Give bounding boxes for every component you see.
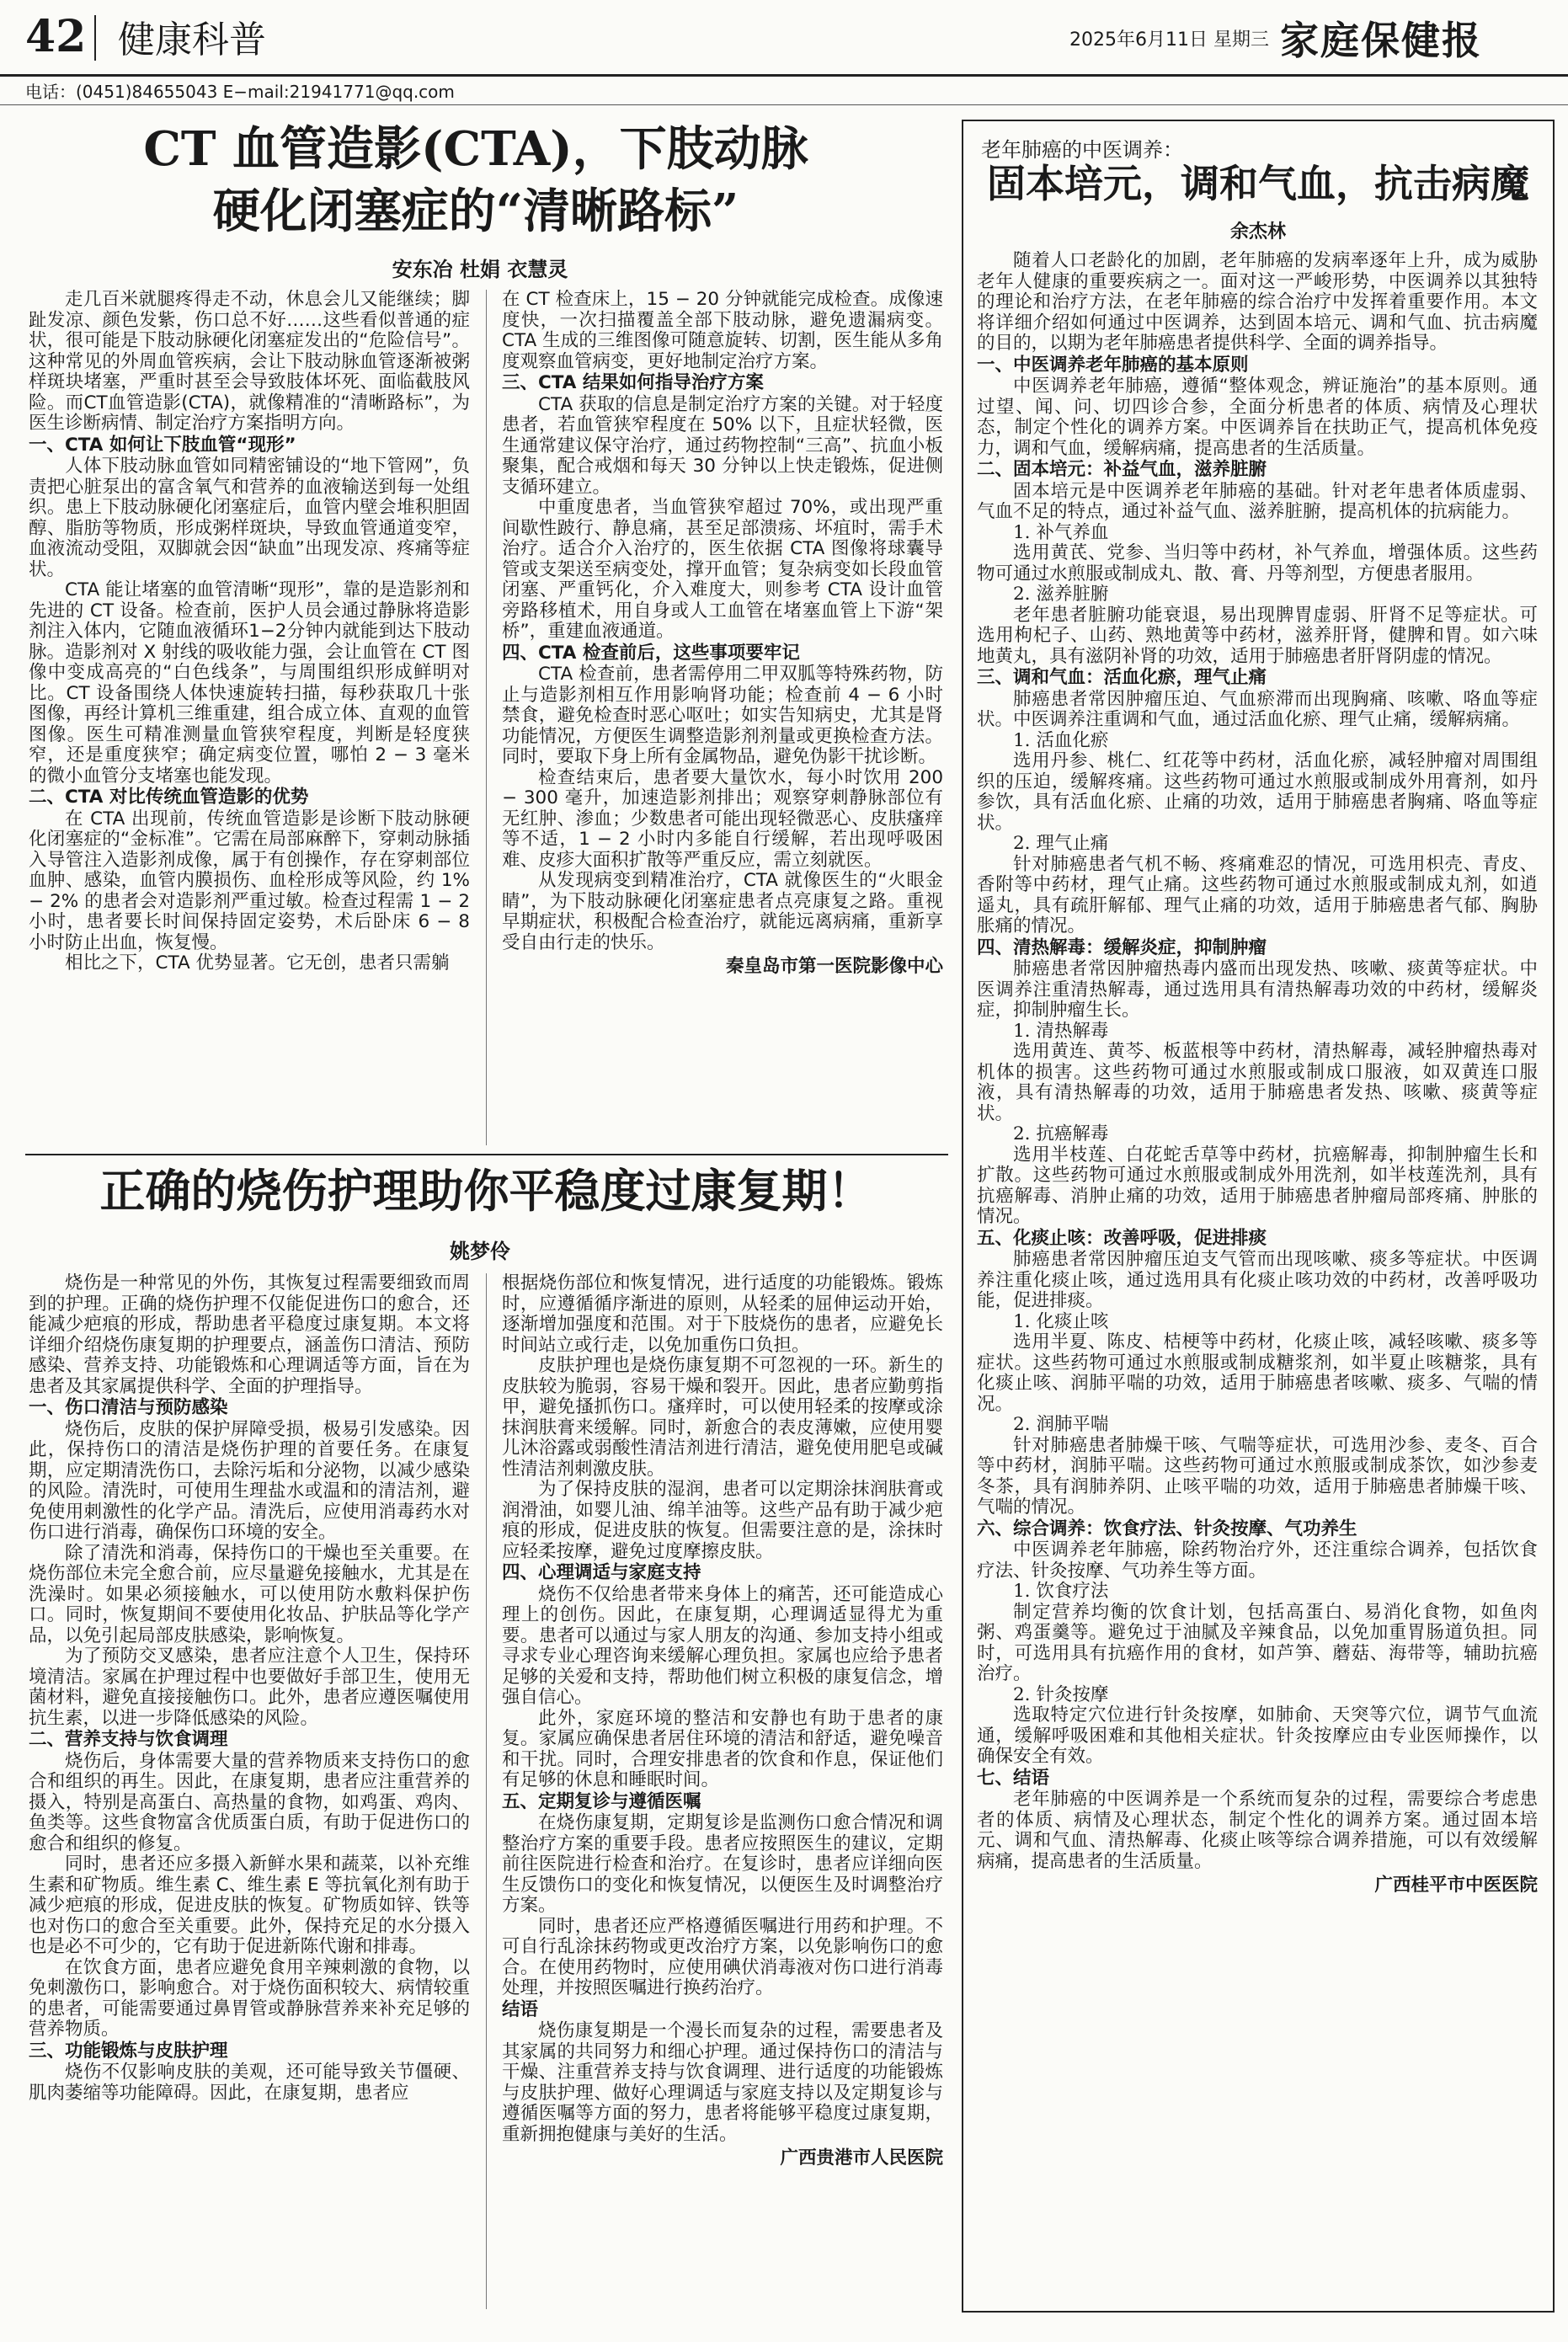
article1-title-line2: 硬化闭塞症的“清晰路标” — [212, 184, 739, 239]
paragraph: 烧伤不仅影响皮肤的美观，还可能导致关节僵硬、肌肉萎缩等功能障碍。因此，在康复期，患者应 — [29, 2062, 470, 2104]
sub-subheading: 1. 化痰止咳 — [1013, 1310, 1109, 1332]
paragraph: 从发现病变到精准治疗，CTA 就像医生的“火眼金睛”，为下肢动脉硬化闭塞症患者点亮康复之路。重视早期症状，积极配合检查治疗，就能远离病痛，重新享受自由行走的快乐。 — [502, 870, 943, 953]
article3-author: 余杰林 — [1229, 221, 1286, 243]
paragraph-continued: 在 CT 检查床上，15 − 20 分钟就能完成检查。成像速度快，一次扫描覆盖全部下肢动脉，避免遗漏病变。CTA 生成的三维图像可随意旋转、切割，医生能从多角度观察血管病变，更好地制定治疗方案。 — [502, 290, 943, 372]
subheading: 四、清热解毒：缓解炎症，抑制肿瘤 — [977, 936, 1267, 958]
article1-title-line1: CT 血管造影(CTA)，下肢动脉 — [143, 121, 808, 177]
subheading: 一、CTA 如何让下肢血管“现形” — [29, 434, 296, 456]
institution: 广西桂平市中医医院 — [1374, 1875, 1538, 1896]
article1-title — [25, 118, 926, 243]
institution: 广西贵港市人民医院 — [780, 2147, 943, 2169]
sub-subheading: 1. 清热解毒 — [1013, 1020, 1109, 1042]
article1-column-1 — [29, 290, 470, 1150]
paragraph: 烧伤后，皮肤的保护屏障受损，极易引发感染。因此，保持伤口的清洁是烧伤护理的首要任务。在康复期，应定期清洗伤口，去除污垢和分泌物，以减少感染的风险。清洗时，可使用生理盐水或温和的清洁剂，避免使用刺激性的化学产品。清洗后，应使用消毒药水对伤口进行消毒，确保伤口环境的安全。 — [29, 1418, 470, 1543]
paragraph: CTA 检查前，患者需停用二甲双胍等特殊药物，防止与造影剂相互作用影响肾功能；检查前 4 − 6 小时禁食，避免检查时恶心呕吐；如实告知病史，尤其是肾功能情况，方便医生调整造影剂剂量或更换检查方法。同时，要取下身上所有金属物品，避免伪影干扰诊断。 — [502, 664, 943, 767]
header-divider — [94, 15, 96, 61]
section-name: 健康科普 — [118, 19, 266, 61]
paragraph: 为了保持皮肤的湿润，患者可以定期涂抹润肤膏或润滑油，如婴儿油、绵羊油等。这些产品有助于减少疤痕的形成，促进皮肤的恢复。但需要注意的是，涂抹时应轻柔按摩，避免过度摩擦皮肤。 — [502, 1479, 943, 1562]
paragraph: 在 CTA 出现前，传统血管造影是诊断下肢动脉硬化闭塞症的“金标准”。它需在局部麻醉下，穿刺动脉插入导管注入造影剂成像，属于有创操作，存在穿刺部位血肿、感染，血管内膜损伤、血栓形成等风险，约 1% − 2% 的患者会对造影剂严重过敏。检查过程需 1 − 2 小时，患者要长时间保持固定姿势，术后卧床 6 − 8 小时防止出血，恢复慢。 — [29, 808, 470, 953]
subheading: 三、CTA 结果如何指导治疗方案 — [502, 372, 764, 393]
contact-line: 电话：(0451)84655043 E−mail:21941771@qq.com — [25, 82, 455, 102]
article2-title: 正确的烧伤护理助你平稳度过康复期！ — [99, 1164, 873, 1218]
sub-subheading: 2. 抗癌解毒 — [1013, 1123, 1109, 1144]
subheading: 二、CTA 对比传统血管造影的优势 — [29, 787, 309, 808]
paragraph: 针对肺癌患者肺燥干咳、气喘等症状，可选用沙参、麦冬、百合等中药材，润肺平喘。这些药物可通过水煎服或制成茶饮，如沙参麦冬茶，具有润肺养阴、止咳平喘的功效，适用于肺癌患者肺燥干咳、气喘的情况。 — [977, 1434, 1538, 1518]
subheading: 五、定期复诊与遵循医嘱 — [502, 1790, 701, 1812]
paragraph: 选用黄芪、党参、当归等中药材，补气养血，增强体质。这些药物可通过水煎服或制成丸、散、膏、丹等剂型，方便患者服用。 — [977, 542, 1538, 584]
paragraph: 此外，家庭环境的整洁和安静也有助于患者的康复。家属应确保患者居住环境的清洁和舒适，避免噪音和干扰。同时，合理安排患者的饮食和作息，保证他们有足够的休息和睡眠时间。 — [502, 1707, 943, 1790]
paragraph: 同时，患者还应严格遵循医嘱进行用药和护理。不可自行乱涂抹药物或更改治疗方案，以免影响伤口的愈合。在使用药物时，应使用碘伏消毒液对伤口进行消毒处理，并按照医嘱进行换药治疗。 — [502, 1915, 943, 1998]
paragraph: 皮肤护理也是烧伤康复期不可忽视的一环。新生的皮肤较为脆弱，容易干燥和裂开。因此，患者应勤剪指甲，避免搔抓伤口。瘙痒时，可以使用轻柔的按摩或涂抹润肤膏来缓解。同时，新愈合的表皮薄嫩，应使用婴儿沐浴露或弱酸性清洁剂进行清洁，避免使用肥皂或碱性清洁剂刺激皮肤。 — [502, 1355, 943, 1480]
paragraph: 老年患者脏腑功能衰退，易出现脾胃虚弱、肝肾不足等症状。可选用枸杞子、山药、熟地黄等中药材，滋养肝肾，健脾和胃。如六味地黄丸，具有滋阴补肾的功效，适用于肺癌患者肝肾阴虚的情况。 — [977, 604, 1538, 667]
page-number: 42 — [25, 11, 87, 62]
article2-column-1 — [29, 1273, 470, 2314]
subheading: 五、化痰止咳：改善呼吸，促进排痰 — [977, 1227, 1267, 1249]
paragraph: 中医调养老年肺癌，除药物治疗外，还注重综合调养，包括饮食疗法、针灸按摩、气功养生等方面。 — [977, 1539, 1538, 1582]
article3-body — [977, 251, 1538, 2299]
issue-date: 2025年6月11日 星期三 — [1069, 29, 1269, 51]
newspaper-brand: 家庭保健报 — [1280, 18, 1482, 63]
paragraph: CTA 获取的信息是制定治疗方案的关键。对于轻度患者，若血管狭窄程度在 50% 以下，且症状轻微，医生通常建议保守治疗，通过药物控制“三高”、抗血小板聚集，配合戒烟和每天 30 分钟以上快走锻炼，促进侧支循环建立。 — [502, 393, 943, 498]
sub-subheading: 1. 饮食疗法 — [1013, 1581, 1109, 1602]
subheading: 二、营养支持与饮食调理 — [29, 1729, 228, 1750]
paragraph: 肺癌患者常因肿瘤压迫支气管而出现咳嗽、痰多等症状。中医调养注重化痰止咳，通过选用具有化痰止咳功效的中药材，改善呼吸功能，促进排痰。 — [977, 1249, 1538, 1311]
paragraph: 制定营养均衡的饮食计划，包括高蛋白、易消化食物，如鱼肉粥、鸡蛋羹等。避免过于油腻及辛辣食品，以免加重胃肠道负担。同时，可选用具有抗癌作用的食材，如芦笋、蘑菇、海带等，辅助抗癌治疗。 — [977, 1601, 1538, 1684]
paragraph: 选用黄连、黄芩、板蓝根等中药材，清热解毒，减轻肿瘤热毒对机体的损害。这些药物可通过水煎服或制成口服液，如双黄连口服液，具有清热解毒的功效，适用于肺癌患者发热、咳嗽、痰黄等症状。 — [977, 1041, 1538, 1124]
paragraph: 中医调养老年肺癌，遵循“整体观念，辨证施治”的基本原则。通过望、闻、问、切四诊合参，全面分析患者的体质、病情及心理状态，制定个性化的调养方案。中医调养旨在扶助正气，提高机体免疫力，调和气血，缓解病痛，提高患者的生活质量。 — [977, 376, 1538, 459]
paragraph: 选用丹参、桃仁、红花等中药材，活血化瘀，减轻肿瘤对周围组织的压迫，缓解疼痛。这些药物可通过水煎服或制成外用膏剂，如丹参饮，具有活血化瘀、止痛的功效，适用于肺癌患者胸痛、咯血等症状。 — [977, 750, 1538, 834]
sub-subheading: 2. 理气止痛 — [1013, 833, 1109, 854]
article2-column-2 — [502, 1273, 943, 2314]
paragraph: 肺癌患者常因肿瘤压迫、气血瘀滞而出现胸痛、咳嗽、咯血等症状。中医调养注重调和气血，通过活血化瘀、理气止痛，缓解病痛。 — [977, 688, 1538, 730]
paragraph: 老年肺癌的中医调养是一个系统而复杂的过程，需要综合考虑患者的体质、病情及心理状态，制定个性化的调养方案。通过固本培元、调和气血、清热解毒、化痰止咳等综合调养措施，可以有效缓解病痛，提高患者的生活质量。 — [977, 1789, 1538, 1872]
article1-column-2 — [502, 290, 943, 1150]
paragraph: 中重度患者，当血管狭窄超过 70%，或出现严重间歇性跛行、静息痛，甚至足部溃疡、坏疽时，需手术治疗。适合介入治疗的，医生依据 CTA 图像将球囊导管或支架送至病变处，撑开血管；复杂病变如长段血管闭塞、严重钙化，介入难度大，则参考 CTA 设计血管旁路移植术，用自身或人工血管在堵塞血管上下游“架桥”，重建血液通道。 — [502, 497, 943, 642]
article3-kicker: 老年肺癌的中医调养： — [981, 138, 1183, 162]
paragraph: 固本培元是中医调养老年肺癌的基础。针对老年患者体质虚弱、气血不足的特点，通过补益气血、滋养脏腑，提高机体的抗病能力。 — [977, 480, 1538, 522]
paragraph: 除了清洗和消毒，保持伤口的干燥也至关重要。在烧伤部位未完全愈合前，应尽量避免接触水，尤其是在洗澡时。如果必须接触水，可以使用防水敷料保护伤口。同时，恢复期间不要使用化妆品、护肤品等化学产品，以免引起局部皮肤感染，影响恢复。 — [29, 1542, 470, 1646]
paragraph: 人体下肢动脉血管如同精密铺设的“地下管网”，负责把心脏泵出的富含氧气和营养的血液输送到每一处组织。患上下肢动脉硬化闭塞症后，血管内壁会堆积胆固醇、脂肪等物质，形成粥样斑块，导致血管通道变窄，血液流动受阻，双脚就会因“缺血”出现发凉、疼痛等症状。 — [29, 456, 470, 580]
paragraph: 烧伤后，身体需要大量的营养物质来支持伤口的愈合和组织的再生。因此，在康复期，患者应注重营养的摄入，特别是高蛋白、高热量的食物，如鸡蛋、鸡肉、鱼类等。这些食物富含优质蛋白质，有助于促进伤口的愈合和组织的修复。 — [29, 1750, 470, 1854]
subheading: 七、结语 — [977, 1767, 1050, 1789]
subheading: 一、伤口清洁与预防感染 — [29, 1397, 228, 1418]
paragraph: 随着人口老龄化的加剧，老年肺癌的发病率逐年上升，成为威胁老年人健康的重要疾病之一。面对这一严峻形势，中医调养以其独特的理论和治疗方法，在老年肺癌的综合治疗中发挥着重要作用。本文将详细介绍如何通过中医调养，达到固本培元、调和气血、抗击病魔的目的，以期为老年肺癌患者提供科学、全面的调养指导。 — [977, 251, 1538, 354]
sub-subheading: 2. 针灸按摩 — [1013, 1683, 1109, 1705]
subheading: 三、调和气血：活血化瘀，理气止痛 — [977, 667, 1267, 688]
article1-authors: 安东冶 杜娟 衣慧灵 — [392, 258, 568, 281]
paragraph: 肺癌患者常因肿瘤热毒内盛而出现发热、咳嗽、痰黄等症状。中医调养注重清热解毒，通过选用具有清热解毒功效的中药材，缓解炎症，抑制肿瘤生长。 — [977, 958, 1538, 1021]
paragraph: 烧伤不仅给患者带来身体上的痛苦，还可能造成心理上的创伤。因此，在康复期，心理调适显得尤为重要。患者可以通过与家人朋友的沟通、参加支持小组或寻求专业心理咨询来缓解心理负担。家属也应给予患者足够的关爱和支持，帮助他们树立积极的康复信念，增强自信心。 — [502, 1583, 943, 1708]
sub-subheading: 1. 活血化瘀 — [1013, 729, 1109, 751]
article2-author: 姚梦伶 — [450, 1240, 510, 1263]
sub-subheading: 2. 润肺平喘 — [1013, 1414, 1109, 1435]
header-thin-rule — [0, 104, 1568, 105]
paragraph: 在烧伤康复期，定期复诊是监测伤口愈合情况和调整治疗方案的重要手段。患者应按照医生的建议，定期前往医院进行检查和治疗。在复诊时，患者应详细向医生反馈伤口的变化和恢复情况，以便医生及时调整治疗方案。 — [502, 1812, 943, 1916]
article-separator — [25, 1154, 948, 1155]
paragraph: 选用半枝莲、白花蛇舌草等中药材，抗癌解毒，抑制肿瘤生长和扩散。这些药物可通过水煎服或制成外用洗剂，如半枝莲洗剂，具有抗癌解毒、消肿止痛的功效，适用于肺癌患者肿瘤局部疼痛、肿胀的情况。 — [977, 1144, 1538, 1227]
paragraph: 选用半夏、陈皮、桔梗等中药材，化痰止咳，减轻咳嗽、痰多等症状。这些药物可通过水煎服或制成糖浆剂，如半夏止咳糖浆，具有化痰止咳、润肺平喘的功效，适用于肺癌患者咳嗽、痰多、气喘的情况。 — [977, 1331, 1538, 1415]
header-rule — [0, 74, 1568, 77]
paragraph: 选取特定穴位进行针灸按摩，如肺俞、天突等穴位，调节气血流通，缓解呼吸困难和其他相关症状。针灸按摩应由专业医师操作，以确保安全有效。 — [977, 1704, 1538, 1767]
paragraph: 走几百米就腿疼得走不动，休息会儿又能继续；脚趾发凉、颜色发紫，伤口总不好……这些看似普通的症状，很可能是下肢动脉硬化闭塞症发出的“危险信号”。这种常见的外周血管疾病，会让下肢动脉血管逐渐被粥样斑块堵塞，严重时甚至会导致肢体坏死、面临截肢风险。而CT血管造影(CTA)，就像精准的“清晰路标”，为医生诊断病情、制定治疗方案指明方向。 — [29, 290, 470, 434]
subheading: 一、中医调养老年肺癌的基本原则 — [977, 354, 1249, 376]
paragraph: 检查结束后，患者要大量饮水，每小时饮用 200 − 300 毫升，加速造影剂排出；观察穿刺静脉部位有无红肿、渗血；少数患者可能出现轻微恶心、皮肤瘙痒等不适，1 − 2 小时内多能自行缓解，若出现呼吸困难、皮疹大面积扩散等严重反应，需立刻就医。 — [502, 766, 943, 871]
subheading: 六、综合调养：饮食疗法、针灸按摩、气功养生 — [977, 1518, 1357, 1539]
article3-title: 固本培元，调和气血，抗击病魔 — [987, 161, 1529, 206]
paragraph: 同时，患者还应多摄入新鲜水果和蔬菜，以补充维生素和矿物质。维生素 C、维生素 E 等抗氧化剂有助于减少疤痕的形成，促进皮肤的恢复。矿物质如锌、铁等也对伤口的愈合至关重要。此外，保持充足的水分摄入也是必不可少的，它有助于促进新陈代谢和排毒。 — [29, 1854, 470, 1957]
paragraph: 烧伤康复期是一个漫长而复杂的过程，需要患者及其家属的共同努力和细心护理。通过保持伤口的清洁与干燥、注重营养支持与饮食调理、进行适度的功能锻炼与皮肤护理、做好心理调适与家庭支持以及定期复诊与遵循医嘱等方面的努力，患者将能够平稳度过康复期，重新拥抱健康与美好的生活。 — [502, 2020, 943, 2145]
sub-subheading: 1. 补气养血 — [1013, 521, 1109, 543]
subheading: 二、固本培元：补益气血，滋养脏腑 — [977, 459, 1267, 480]
institution: 秦皇岛市第一医院影像中心 — [725, 956, 943, 977]
paragraph: 烧伤是一种常见的外伤，其恢复过程需要细致而周到的护理。正确的烧伤护理不仅能促进伤口的愈合，还能减少疤痕的形成，帮助患者平稳度过康复期。本文将详细介绍烧伤康复期的护理要点，涵盖伤口清洁、预防感染、营养支持、功能锻炼和心理调适等方面，旨在为患者及其家属提供科学、全面的护理指导。 — [29, 1273, 470, 1397]
paragraph: CTA 能让堵塞的血管清晰“现形”，靠的是造影剂和先进的 CT 设备。检查前，医护人员会通过静脉将造影剂注入体内，它随血液循环1−2分钟内就能到达下肢动脉。造影剂对 X 射线的吸收能力强，会让血管在 CT 图像中变成高亮的“白色线条”，与周围组织形成鲜明对比。CT 设备围绕人体快速旋转扫描，每秒获取几十张图像，再经计算机三维重建，组合成立体、直观的血管图像。医生可精准测量血管狭窄程度，判断是轻度狭窄，还是重度狭窄；确定病变位置，哪怕 2 − 3 毫米的微小血管分支堵塞也能发现。 — [29, 579, 470, 787]
article2-column-divider — [486, 1273, 487, 2309]
subheading: 四、心理调适与家庭支持 — [502, 1562, 701, 1583]
paragraph: 为了预防交叉感染，患者应注意个人卫生，保持环境清洁。家属在护理过程中也要做好手部卫生，使用无菌材料，避免直接接触伤口。此外，患者应遵医嘱使用抗生素，以进一步降低感染的风险。 — [29, 1646, 470, 1729]
paragraph-continued: 根据烧伤部位和恢复情况，进行适度的功能锻炼。锻炼时，应遵循循序渐进的原则，从轻柔的屈伸运动开始，逐渐增加强度和范围。对于下肢烧伤的患者，应避免长时间站立或行走，以免加重伤口负担。 — [502, 1273, 943, 1356]
subheading: 三、功能锻炼与皮肤护理 — [29, 2040, 228, 2062]
subheading: 四、CTA 检查前后，这些事项要牢记 — [502, 642, 800, 664]
article1-column-divider — [486, 290, 487, 1145]
paragraph: 相比之下，CTA 优势显著。它无创，患者只需躺 — [65, 952, 450, 974]
subheading: 结语 — [502, 1998, 539, 2020]
paragraph: 针对肺癌患者气机不畅、疼痛难忍的情况，可选用枳壳、青皮、香附等中药材，理气止痛。这些药物可通过水煎服或制成丸剂，如逍遥丸，具有疏肝解郁、理气止痛的功效，适用于肺癌患者气郁、胸胁胀痛的情况。 — [977, 853, 1538, 936]
paragraph: 在饮食方面，患者应避免食用辛辣刺激的食物，以免刺激伤口，影响愈合。对于烧伤面积较大、病情较重的患者，可能需要通过鼻胃管或静脉营养来补充足够的营养物质。 — [29, 1956, 470, 2040]
sub-subheading: 2. 滋养脏腑 — [1013, 584, 1109, 605]
